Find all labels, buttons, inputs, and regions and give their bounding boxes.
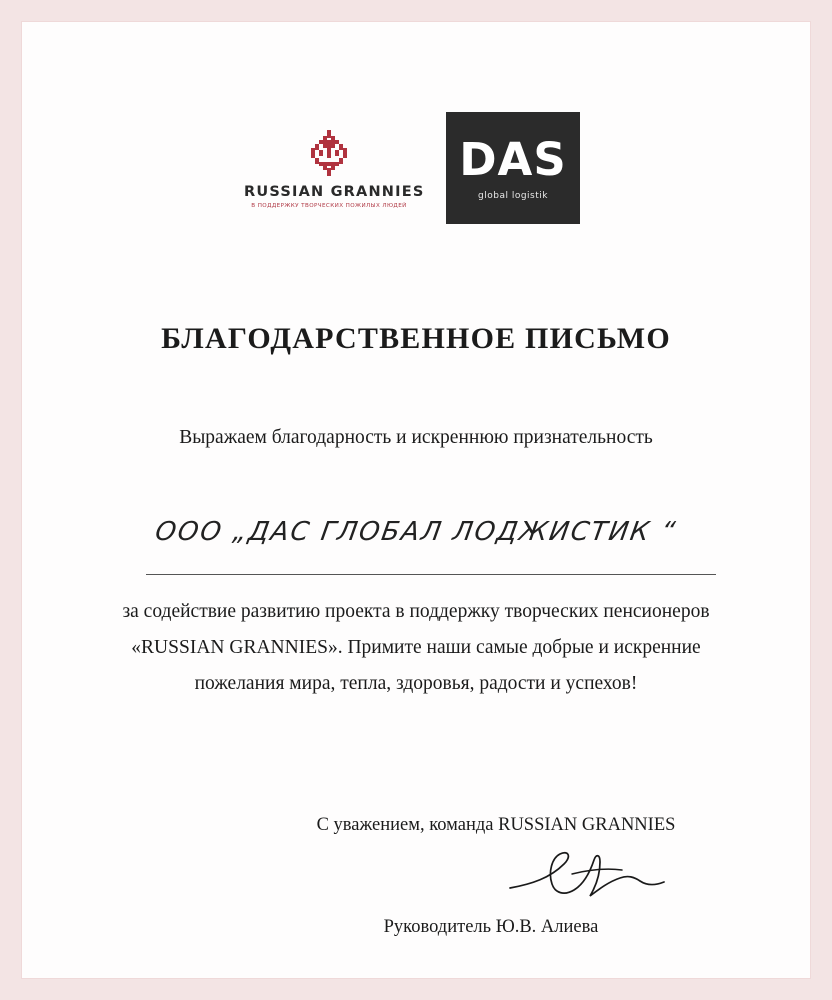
letter-sheet [22, 22, 810, 978]
das-subtitle: global logistik [478, 191, 548, 201]
letter-sheet-inner [22, 22, 810, 978]
logo-row [22, 112, 810, 227]
das-wordmark: DAS [459, 133, 567, 186]
subtitle-text: Выражаем благодарность и искреннюю признательность [179, 427, 653, 448]
russian-grannies-ornament-icon [306, 130, 352, 176]
signer-text: Руководитель Ю.В. Алиева [383, 917, 599, 937]
russian-grannies-tagline: В ПОДДЕРЖКУ ТВОРЧЕСКИХ ПОЖИЛЫХ ЛЮДЕЙ [251, 203, 407, 209]
recipient-underline [146, 574, 716, 575]
russian-grannies-wordmark: RUSSIAN GRANNIES [244, 184, 425, 200]
body-text: за содействие развитию проекта в поддержку творческих пенсионеров «RUSSIAN GRANNIES». Примите наши самые добрые и искренние пожелания мира, тепла, здоровья, радости и успехов! [122, 601, 710, 694]
signer-line [22, 917, 810, 938]
das-logo [446, 112, 580, 224]
closing-line [22, 815, 810, 836]
page-title: БЛАГОДАРСТВЕННОЕ ПИСЬМО [161, 322, 671, 355]
recipient-handwritten-name: ООО „ДАС ГЛОБАЛ ЛОДЖИСТИК “ [153, 517, 679, 547]
closing-text: С уважением, команда RUSSIAN GRANNIES [316, 815, 676, 835]
russian-grannies-logo [244, 130, 425, 209]
signature-mark [502, 844, 682, 906]
